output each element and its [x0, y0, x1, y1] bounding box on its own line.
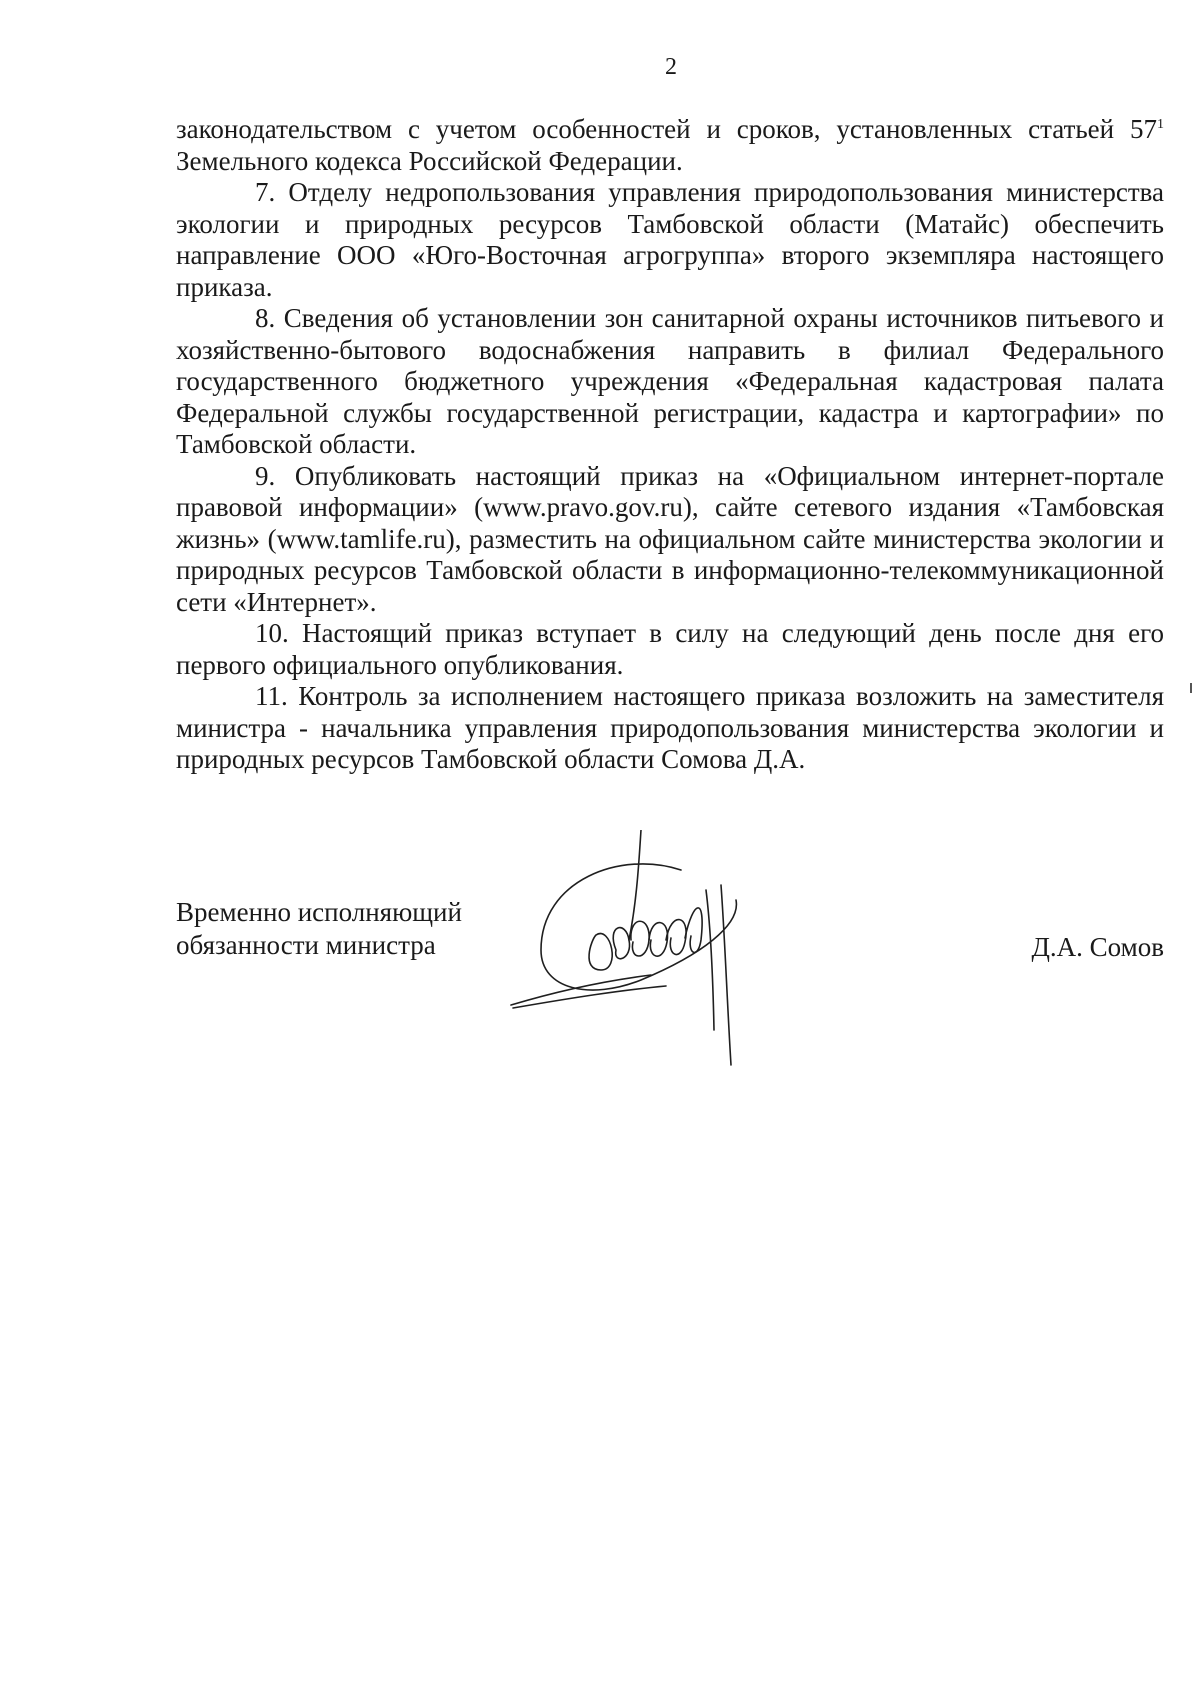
paragraph-item-8: 8. Сведения об установлении зон санитарной охраны источников питьевого и хозяйственно-бытового водоснабжения направить в филиал Федерального государственного бюджетного учреждения «Федеральная кадастровая палата Федеральной службы государственной регистрации, кадастра и картографии» по Тамбовской области.: [176, 303, 1164, 459]
signer-title-line-1: Временно исполняющий: [176, 897, 462, 927]
paragraph-item-11: 11. Контроль за исполнением настоящего приказа возложить на заместителя министра - начальника управления природопользования министерства экологии и природных ресурсов Тамбовской области Сомова Д.А.: [176, 681, 1164, 774]
superscript-article-index: 1: [1157, 117, 1164, 132]
handwritten-signature: [501, 830, 761, 1070]
signer-name: Д.А. Сомов: [1031, 932, 1164, 962]
paragraph-text: законодательством с учетом особенностей и сроков, установленных статьей 57: [176, 114, 1157, 144]
signer-title-line-2: обязанности министра: [176, 930, 436, 960]
signer-title: [176, 896, 462, 962]
page-number: 2: [665, 54, 677, 80]
paragraph-text: Земельного кодекса Российской Федерации.: [176, 145, 683, 176]
paragraph-item-7: 7. Отделу недропользования управления природопользования министерства экологии и природных ресурсов Тамбовской области (Матайс) обеспечить направление ООО «Юго-Восточная агрогруппа» второго экземпляра настоящего приказа.: [176, 177, 1164, 302]
document-body: [176, 114, 1164, 776]
signature-block: [176, 890, 1164, 1090]
paragraph-item-10: 10. Настоящий приказ вступает в силу на следующий день после дня его первого официального опубликования.: [176, 618, 1164, 680]
paragraph-continuation: [176, 114, 1164, 177]
paragraph-item-9: 9. Опубликовать настоящий приказ на «Официальном интернет-портале правовой информации» (www.pravo.gov.ru), сайте сетевого издания «Тамбовская жизнь» (www.tamlife.ru), разместить на официальном сайте министерства экологии и природных ресурсов Тамбовской области в информационно-телекоммуникационной сети «Интернет».: [176, 460, 1164, 617]
margin-mark: [1190, 683, 1192, 693]
